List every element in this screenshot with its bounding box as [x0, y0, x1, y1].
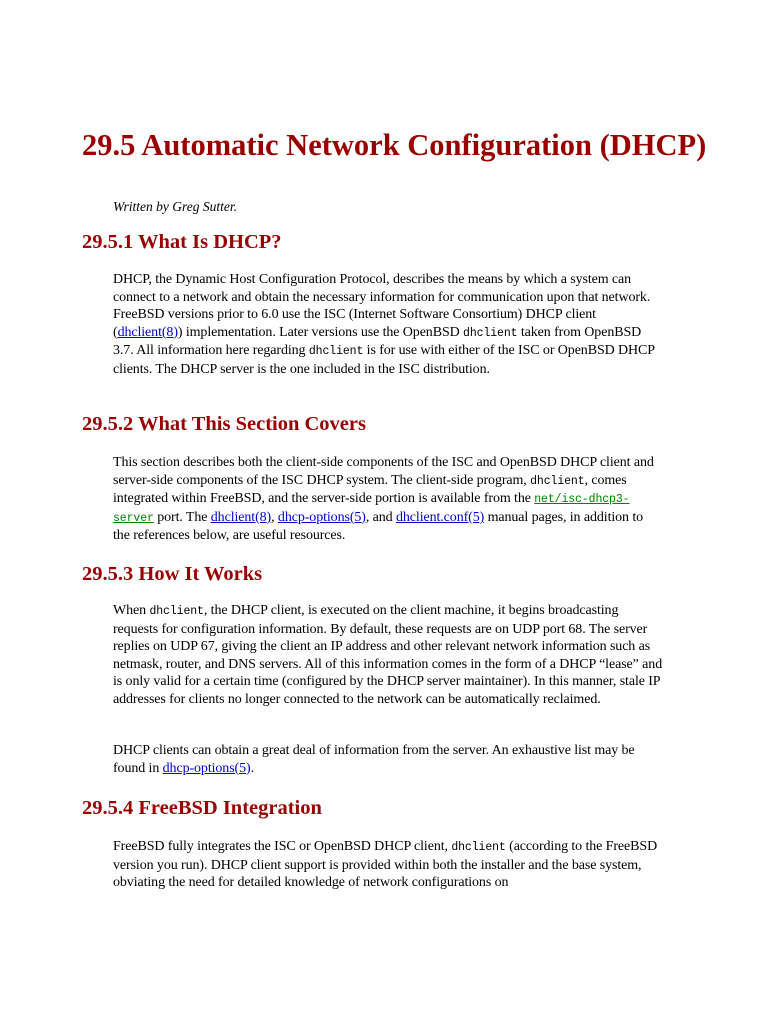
text-span: When	[113, 603, 150, 618]
code-dhclient: dhclient	[451, 841, 506, 854]
text-span: (according to the FreeBSD version you run). DHCP client support is provided within both the installer and the base system, obviating the need for detailed knowledge of network configurations on	[113, 839, 658, 891]
code-dhclient: dhclient	[463, 326, 518, 340]
author-credit: Written by Greg Sutter.	[113, 199, 237, 214]
paragraph-freebsd-integration	[113, 838, 663, 892]
text-span: .	[250, 760, 254, 776]
section-heading-what-is-dhcp: 29.5.1 What Is DHCP?	[82, 231, 282, 253]
code-dhclient: dhclient	[149, 605, 204, 618]
page-title: 29.5 Automatic Network Configuration (DHCP)	[82, 128, 707, 162]
section-heading-what-this-section-covers: 29.5.2 What This Section Covers	[82, 413, 366, 435]
text-span: FreeBSD fully integrates the ISC or OpenBSD DHCP client,	[113, 839, 452, 854]
text-span: This section describes both the client-side components of the ISC and OpenBSD DHCP client and server-side components of the ISC DHCP system. The client-side program,	[113, 455, 654, 488]
text-span: , and	[365, 509, 396, 525]
text-span: ,	[271, 509, 278, 525]
text-span: DHCP clients can obtain a great deal of information from the server. An exhaustive list may be found in	[113, 743, 635, 776]
text-span: , comes integrated within FreeBSD, and the server-side portion is available from the	[113, 472, 627, 507]
link-dhclient-8[interactable]: dhclient(8)	[117, 324, 178, 340]
text-span: DHCP, the Dynamic Host Configuration Protocol, describes the means by which a system can connect to a network and obtain the necessary information for communication upon that network. FreeBSD versions prior to 6.0 use the ISC (Internet Software Consortium) DHCP client (	[113, 272, 651, 340]
code-dhclient: dhclient	[308, 345, 364, 359]
paragraph-what-this-section-covers	[113, 454, 663, 545]
paragraph-what-is-dhcp	[113, 271, 663, 379]
paragraph-dhcp-clients-info	[113, 742, 663, 777]
text-span: port. The	[153, 509, 211, 525]
text-span: , the DHCP client, is executed on the client machine, it begins broadcasting requests for configuration information. By default, these requests are on UDP port 68. The server replies on UDP 67, giving the client an IP address and other relevant network information such as netmask, router, and DNS servers. All of this information comes in the form of a DHCP “lease” and is only valid for a certain time (configured by the DHCP server maintainer). In this manner, stale IP addresses for clients no longer connected to the network can be automatically reclaimed.	[113, 603, 663, 707]
section-heading-how-it-works: 29.5.3 How It Works	[82, 563, 263, 585]
text-span: ) implementation. Later versions use the OpenBSD	[177, 324, 464, 340]
text-span: taken from OpenBSD 3.7. All information here regarding	[113, 324, 642, 359]
link-port-isc-dhcp3-server[interactable]: net/isc-dhcp3-server	[113, 493, 630, 525]
section-heading-freebsd-integration: 29.5.4 FreeBSD Integration	[82, 797, 322, 819]
link-dhclient-8[interactable]: dhclient(8)	[210, 509, 272, 525]
link-dhclient-conf-5[interactable]: dhclient.conf(5)	[395, 509, 485, 525]
text-span: is for use with either of the ISC or OpenBSD DHCP clients. The DHCP server is the one included in the ISC distribution.	[113, 343, 655, 377]
link-dhcp-options-5[interactable]: dhcp-options(5)	[162, 760, 251, 776]
text-span: manual pages, in addition to the references below, are useful resources.	[113, 509, 644, 544]
link-dhcp-options-5[interactable]: dhcp-options(5)	[277, 509, 366, 525]
code-dhclient: dhclient	[530, 474, 585, 488]
paragraph-how-it-works	[113, 602, 663, 709]
